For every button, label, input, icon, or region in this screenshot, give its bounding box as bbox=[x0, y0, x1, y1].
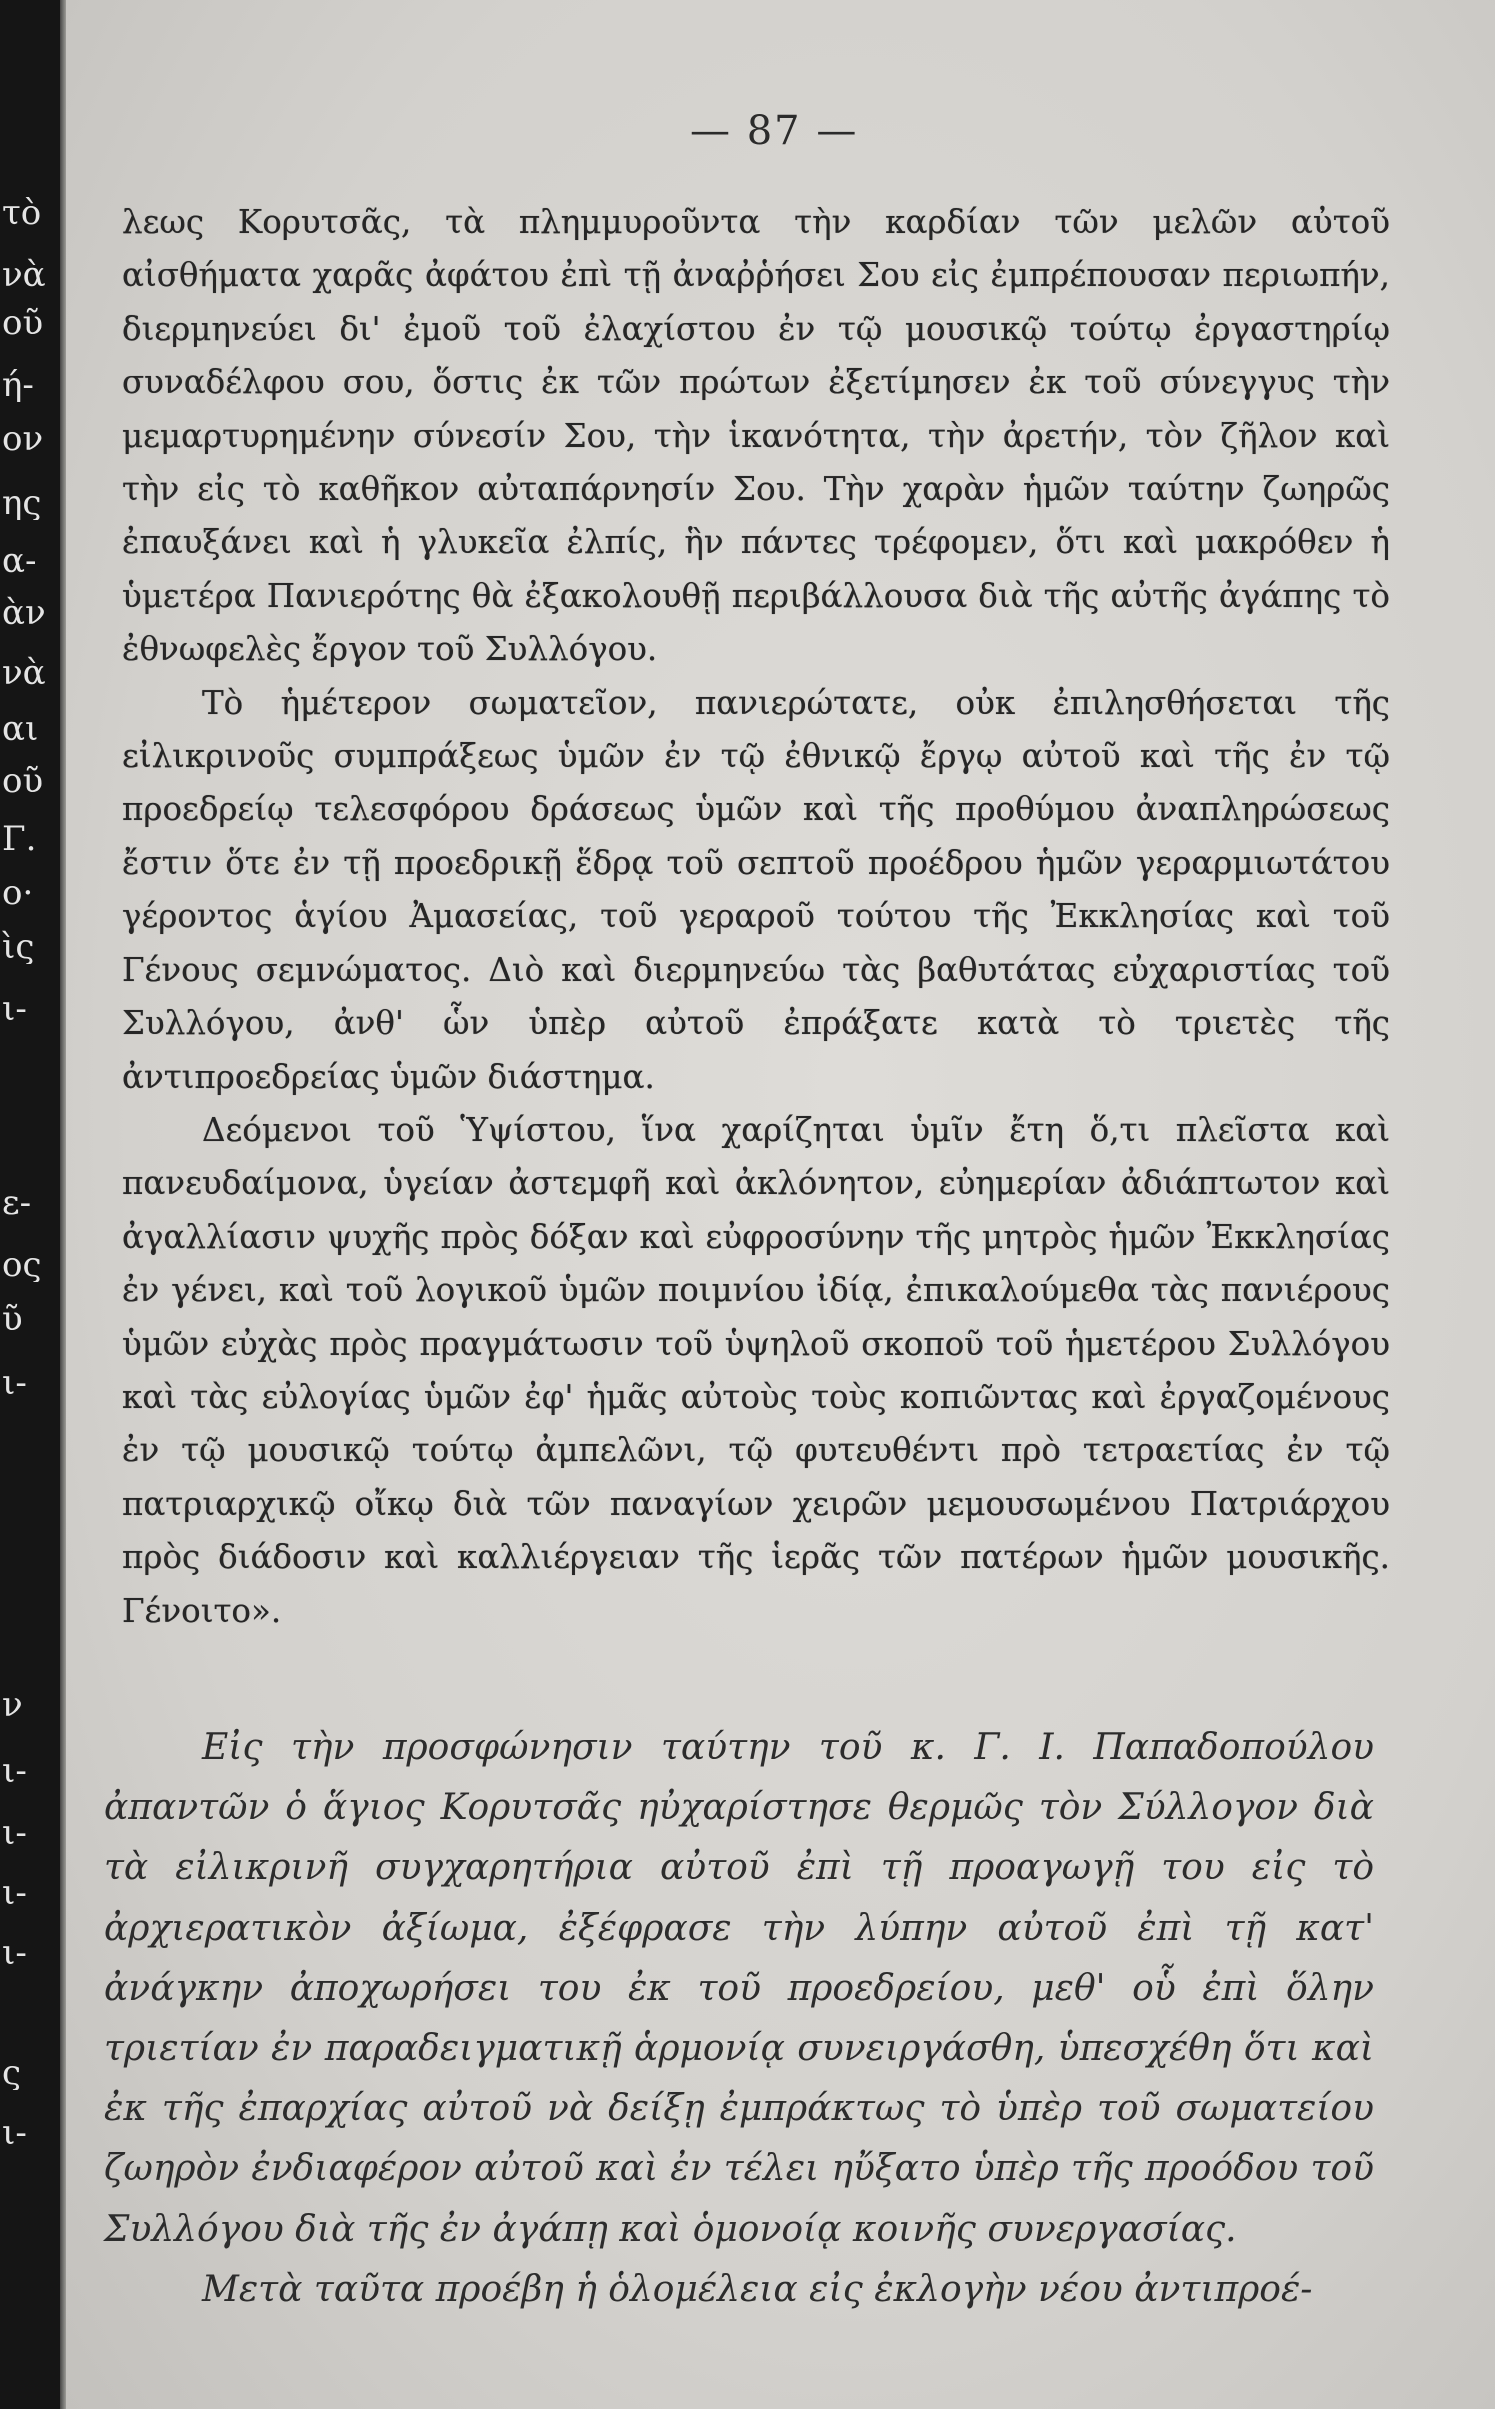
edge-fragment: ὶς bbox=[2, 930, 35, 964]
edge-fragment: ν bbox=[2, 1688, 23, 1722]
edge-fragment: οῦ bbox=[2, 764, 44, 798]
paragraph-3: Δεόμενοι τοῦ Ὑψίστου, ἵνα χαρίζηται ὑμῖν ἔτη ὅ,τι πλεῖστα καὶ πανευδαίμονα, ὑγείαν ἀστεμφῆ καὶ ἀκλόνητον, εὐημερίαν ἀδιάπτωτον καὶ ἀγαλλίασιν ψυχῆς πρὸς δόξαν καὶ εὐφροσύνην τῆς μητρὸς ἡμῶν Ἐκκλησίας ἐν γένει, καὶ τοῦ λογικοῦ ὑμῶν ποιμνίου ἰδίᾳ, ἐπικαλούμεθα τὰς πανιέρους ὑμῶν εὐχὰς πρὸς πραγμάτωσιν τοῦ ὑψηλοῦ σκοποῦ τοῦ ἡμετέρου Συλλόγου καὶ τὰς εὐλογίας ὑμῶν ἐφ' ἡμᾶς αὐτοὺς τοὺς κοπιῶντας καὶ ἐργαζομένους ἐν τῷ μουσικῷ τούτῳ ἀμπελῶνι, τῷ φυτευθέντι πρὸ τετραετίας ἐν τῷ πατριαρχικῷ οἴκῳ διὰ τῶν παναγίων χειρῶν μεμουσωμένου Πατριάρχου πρὸς διάδοσιν καὶ καλλιέργειαν τῆς ἱερᾶς τῶν πατέρων ἡμῶν μουσικῆς. Γένοιτο». bbox=[122, 1110, 1390, 1630]
narrative-paragraph-1: Εἰς τὴν προσφώνησιν ταύτην τοῦ κ. Γ. Ι. Παπαδοπούλου ἀπαντῶν ὁ ἅγιος Κορυτσᾶς ηὐχαρίστησε θερμῶς τὸν Σύλλογον διὰ τὰ εἰλικρινῆ συγχαρητήρια αὐτοῦ ἐπὶ τῇ προαγωγῇ του εἰς τὸ ἀρχιερατικὸν ἀξίωμα, ἐξέφρασε τὴν λύπην αὐτοῦ ἐπὶ τῇ κατ' ἀνάγκην ἀποχωρήσει του ἐκ τοῦ προεδρείου, μεθ' οὗ ἐπὶ ὅλην τριετίαν ἐν παραδειγματικῇ ἁρμονίᾳ συνειργάσθη, ὑπεσχέθη ὅτι καὶ ἐκ τῆς ἐπαρχίας αὐτοῦ νὰ δείξῃ ἐμπράκτως τὸ ὑπὲρ τοῦ σωματείου ζωηρὸν ἐνδιαφέρον αὐτοῦ καὶ ἐν τέλει ηὔξατο ὑπὲρ τῆς προόδου τοῦ Συλλόγου διὰ τῆς ἐν ἀγάπῃ καὶ ὁμονοίᾳ κοινῆς συνεργασίας. bbox=[104, 1727, 1374, 2250]
edge-fragment: ι- bbox=[2, 1754, 27, 1788]
page-number: — 87 — bbox=[690, 108, 859, 154]
edge-fragment: ος bbox=[2, 1248, 42, 1282]
edge-fragment: ι- bbox=[2, 1936, 27, 1970]
edge-fragment: ή- bbox=[2, 368, 34, 402]
edge-fragment: ὰν bbox=[2, 596, 46, 630]
edge-fragment: Γ. bbox=[2, 822, 37, 856]
edge-fragment: ι- bbox=[2, 2116, 27, 2150]
edge-fragment: ης bbox=[2, 486, 42, 520]
letter-body bbox=[122, 196, 1390, 1638]
edge-fragment: ς bbox=[2, 2056, 22, 2090]
edge-fragment: ον bbox=[2, 422, 44, 456]
edge-fragment: αι bbox=[2, 712, 39, 746]
edge-fragment: ο· bbox=[2, 876, 34, 910]
facing-page-edge bbox=[0, 160, 58, 2409]
paragraph-2: Τὸ ἡμέτερον σωματεῖον, πανιερώτατε, οὐκ ἐπιλησθήσεται τῆς εἰλικρινοῦς συμπράξεως ὑμῶν ἐν τῷ ἐθνικῷ ἔργῳ αὐτοῦ καὶ τῆς ἐν τῷ προεδρείῳ τελεσφόρου δράσεως ὑμῶν καὶ τῆς προθύμου ἀναπληρώσεως ἔστιν ὅτε ἐν τῇ προεδρικῇ ἕδρᾳ τοῦ σεπτοῦ προέδρου ἡμῶν γεραρμιωτάτου γέροντος ἁγίου Ἀμασείας, τοῦ γεραροῦ τούτου τῆς Ἐκκλησίας καὶ τοῦ Γένους σεμνώματος. Διὸ καὶ διερμηνεύω τὰς βαθυτάτας εὐχαριστίας τοῦ Συλλόγου, ἀνθ' ὧν ὑπὲρ αὐτοῦ ἐπράξατε κατὰ τὸ τριετὲς τῆς ἀντιπροεδρείας ὑμῶν διάστημα. bbox=[122, 683, 1390, 1096]
edge-fragment: ι- bbox=[2, 1876, 27, 1910]
edge-fragment: τὸ bbox=[2, 196, 42, 230]
edge-fragment: ι- bbox=[2, 1816, 27, 1850]
narrative-paragraph-2: Μετὰ ταῦτα προέβη ἡ ὁλομέλεια εἰς ἐκλογὴν νέου ἀντιπροέ- bbox=[202, 2268, 1313, 2310]
edge-fragment: οῦ bbox=[2, 306, 44, 340]
edge-fragment: ι- bbox=[2, 992, 27, 1026]
paragraph-1: λεως Κορυτσᾶς, τὰ πλημμυροῦντα τὴν καρδίαν τῶν μελῶν αὐτοῦ αἰσθήματα χαρᾶς ἀφάτου ἐπὶ τῇ ἀναῤῥήσει Σου εἰς ἐμπρέπουσαν περιωπήν, διερμηνεύει δι' ἐμοῦ τοῦ ἐλαχίστου ἐν τῷ μουσικῷ τούτῳ ἐργαστηρίῳ συναδέλφου σου, ὅστις ἐκ τῶν πρώτων ἐξετίμησεν ἐκ τοῦ σύνεγγυς τὴν μεμαρτυρημένην σύνεσίν Σου, τὴν ἱκανότητα, τὴν ἀρετήν, τὸν ζῆλον καὶ τὴν εἰς τὸ καθῆκον αὐταπάρνησίν Σου. Τὴν χαρὰν ἡμῶν ταύτην ζωηρῶς ἐπαυξάνει καὶ ἡ γλυκεῖα ἐλπίς, ἣν πάντες τρέφομεν, ὅτι καὶ μακρόθεν ἡ ὑμετέρα Πανιερότης θὰ ἐξακολουθῇ περιβάλλουσα διὰ τῆς αὐτῆς ἀγάπης τὸ ἐθνωφελὲς ἔργον τοῦ Συλλόγου. bbox=[122, 203, 1390, 669]
edge-fragment: νὰ bbox=[2, 258, 46, 292]
edge-fragment: νὰ bbox=[2, 656, 46, 690]
edge-fragment: ι- bbox=[2, 1366, 27, 1400]
edge-fragment: ε- bbox=[2, 1186, 32, 1220]
edge-fragment: α- bbox=[2, 544, 37, 578]
narrative-section bbox=[104, 1718, 1374, 2320]
edge-fragment: ῦ bbox=[2, 1302, 23, 1336]
